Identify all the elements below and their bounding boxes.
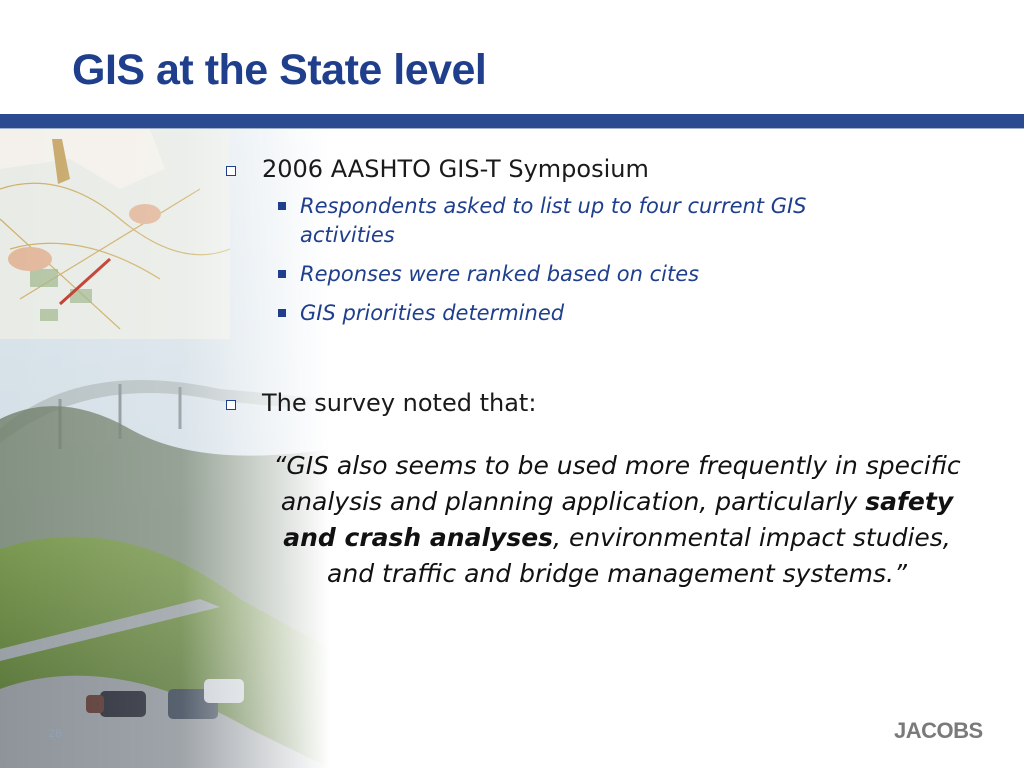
sub-bullet-item: [222, 192, 840, 250]
sub-bullet-item: [222, 260, 840, 289]
hollow-square-bullet-icon: [226, 400, 236, 410]
quote-text-before: “GIS also seems to be used more frequently in specific analysis and planning application, particularly: [273, 451, 961, 516]
bullet-list: [222, 152, 982, 420]
bullet-item: [222, 152, 982, 186]
square-bullet-icon: [278, 309, 286, 317]
page-number: 28: [48, 727, 62, 740]
sub-bullet-text: Respondents asked to list up to four current GIS activities: [300, 194, 807, 247]
hollow-square-bullet-icon: [226, 166, 236, 176]
sub-bullet-text: Reponses were ranked based on cites: [300, 262, 700, 286]
quote-emphasis: safety and crash analyses: [283, 487, 954, 552]
quote-text-after: , environmental impact studies, and traffic and bridge management systems.”: [327, 523, 951, 588]
title-divider: [0, 114, 1024, 128]
sub-bullet-text: GIS priorities determined: [300, 301, 565, 325]
bullet-text: 2006 AASHTO GIS-T Symposium: [262, 155, 649, 183]
square-bullet-icon: [278, 270, 286, 278]
sub-bullet-item: [222, 299, 840, 328]
slide-title: GIS at the State level: [72, 46, 487, 94]
square-bullet-icon: [278, 202, 286, 210]
bullet-item: [222, 386, 982, 420]
jacobs-logo: JACOBS: [894, 718, 983, 743]
bullet-text: The survey noted that:: [262, 389, 537, 417]
survey-quote: [270, 448, 964, 592]
